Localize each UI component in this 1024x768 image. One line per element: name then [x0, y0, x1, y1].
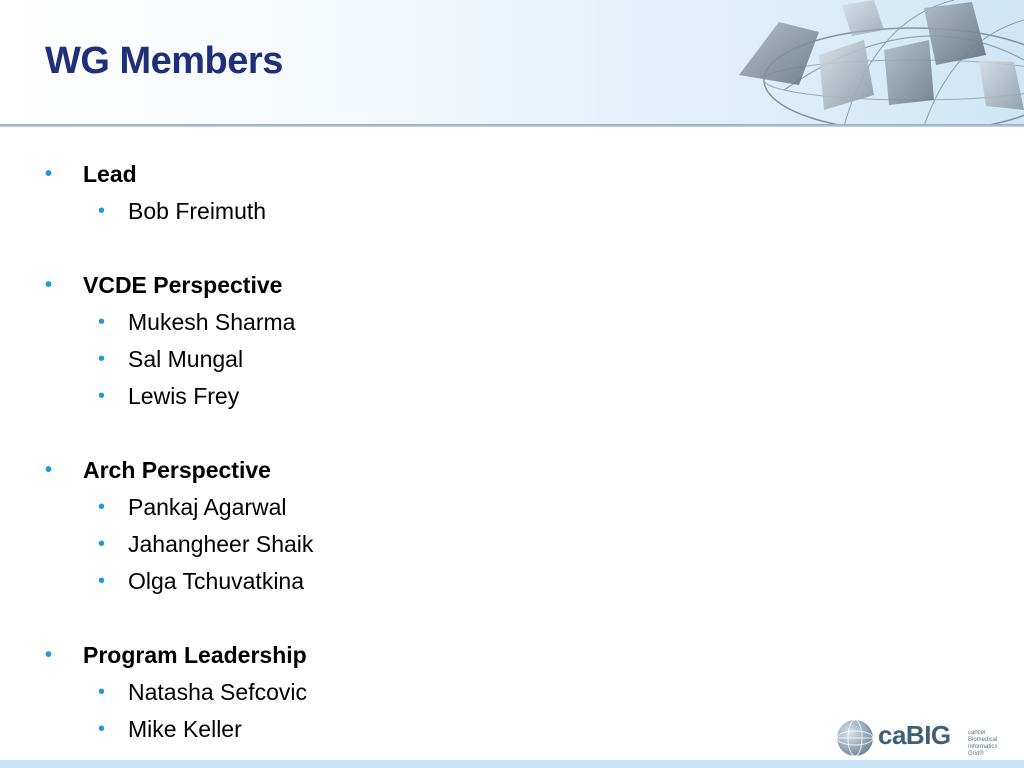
- list-item: [0, 489, 1024, 526]
- bullet-dot-icon: •: [98, 311, 106, 333]
- member-name: Mike Keller: [128, 716, 242, 742]
- cabig-logo-icon: [836, 719, 874, 757]
- bullet-dot-icon: •: [98, 681, 106, 703]
- list-item-heading: [0, 452, 1024, 489]
- member-name: Natasha Sefcovic: [128, 679, 307, 705]
- group-heading: VCDE Perspective: [83, 272, 283, 298]
- list-item: [0, 304, 1024, 341]
- member-name: Jahangheer Shaik: [128, 531, 314, 557]
- bullet-dot-icon: •: [98, 496, 106, 518]
- member-name: Olga Tchuvatkina: [128, 568, 305, 594]
- list-item: [0, 674, 1024, 711]
- bullet-dot-icon: •: [98, 348, 106, 370]
- member-name: Mukesh Sharma: [128, 309, 296, 335]
- list-item: [0, 378, 1024, 415]
- group-arch-perspective: [0, 452, 1024, 600]
- bullet-dot-icon: •: [98, 533, 106, 555]
- bullet-list: [0, 156, 1024, 768]
- footer-bar: [0, 760, 1024, 768]
- list-item: [0, 563, 1024, 600]
- list-item-heading: [0, 156, 1024, 193]
- logo-wordmark: caBIG: [878, 720, 951, 750]
- group-vcde-perspective: [0, 267, 1024, 415]
- bullet-dot-icon: •: [45, 644, 53, 666]
- header-divider: [0, 124, 1024, 127]
- group-heading: Lead: [83, 161, 137, 187]
- list-item: [0, 193, 1024, 230]
- list-item: [0, 526, 1024, 563]
- bullet-dot-icon: •: [45, 274, 53, 296]
- bullet-dot-icon: •: [98, 200, 106, 222]
- member-name: Sal Mungal: [128, 346, 244, 372]
- list-item-heading: [0, 267, 1024, 304]
- member-name: Bob Freimuth: [128, 198, 267, 224]
- bullet-dot-icon: •: [45, 163, 53, 185]
- bullet-dot-icon: •: [45, 459, 53, 481]
- member-name: Pankaj Agarwal: [128, 494, 287, 520]
- group-heading: Program Leadership: [83, 642, 307, 668]
- member-name: Lewis Frey: [128, 383, 240, 409]
- globe-graphic-icon: [724, 0, 1024, 126]
- group-lead: [0, 156, 1024, 230]
- slide-title: WG Members: [45, 40, 283, 82]
- bullet-dot-icon: •: [98, 570, 106, 592]
- group-heading: Arch Perspective: [83, 457, 271, 483]
- bullet-dot-icon: •: [98, 718, 106, 740]
- cabig-logo: [836, 716, 1014, 760]
- bullet-dot-icon: •: [98, 385, 106, 407]
- list-item: [0, 341, 1024, 378]
- logo-tagline: cancer Biomedical Informatics Grid®: [968, 730, 998, 757]
- list-item-heading: [0, 637, 1024, 674]
